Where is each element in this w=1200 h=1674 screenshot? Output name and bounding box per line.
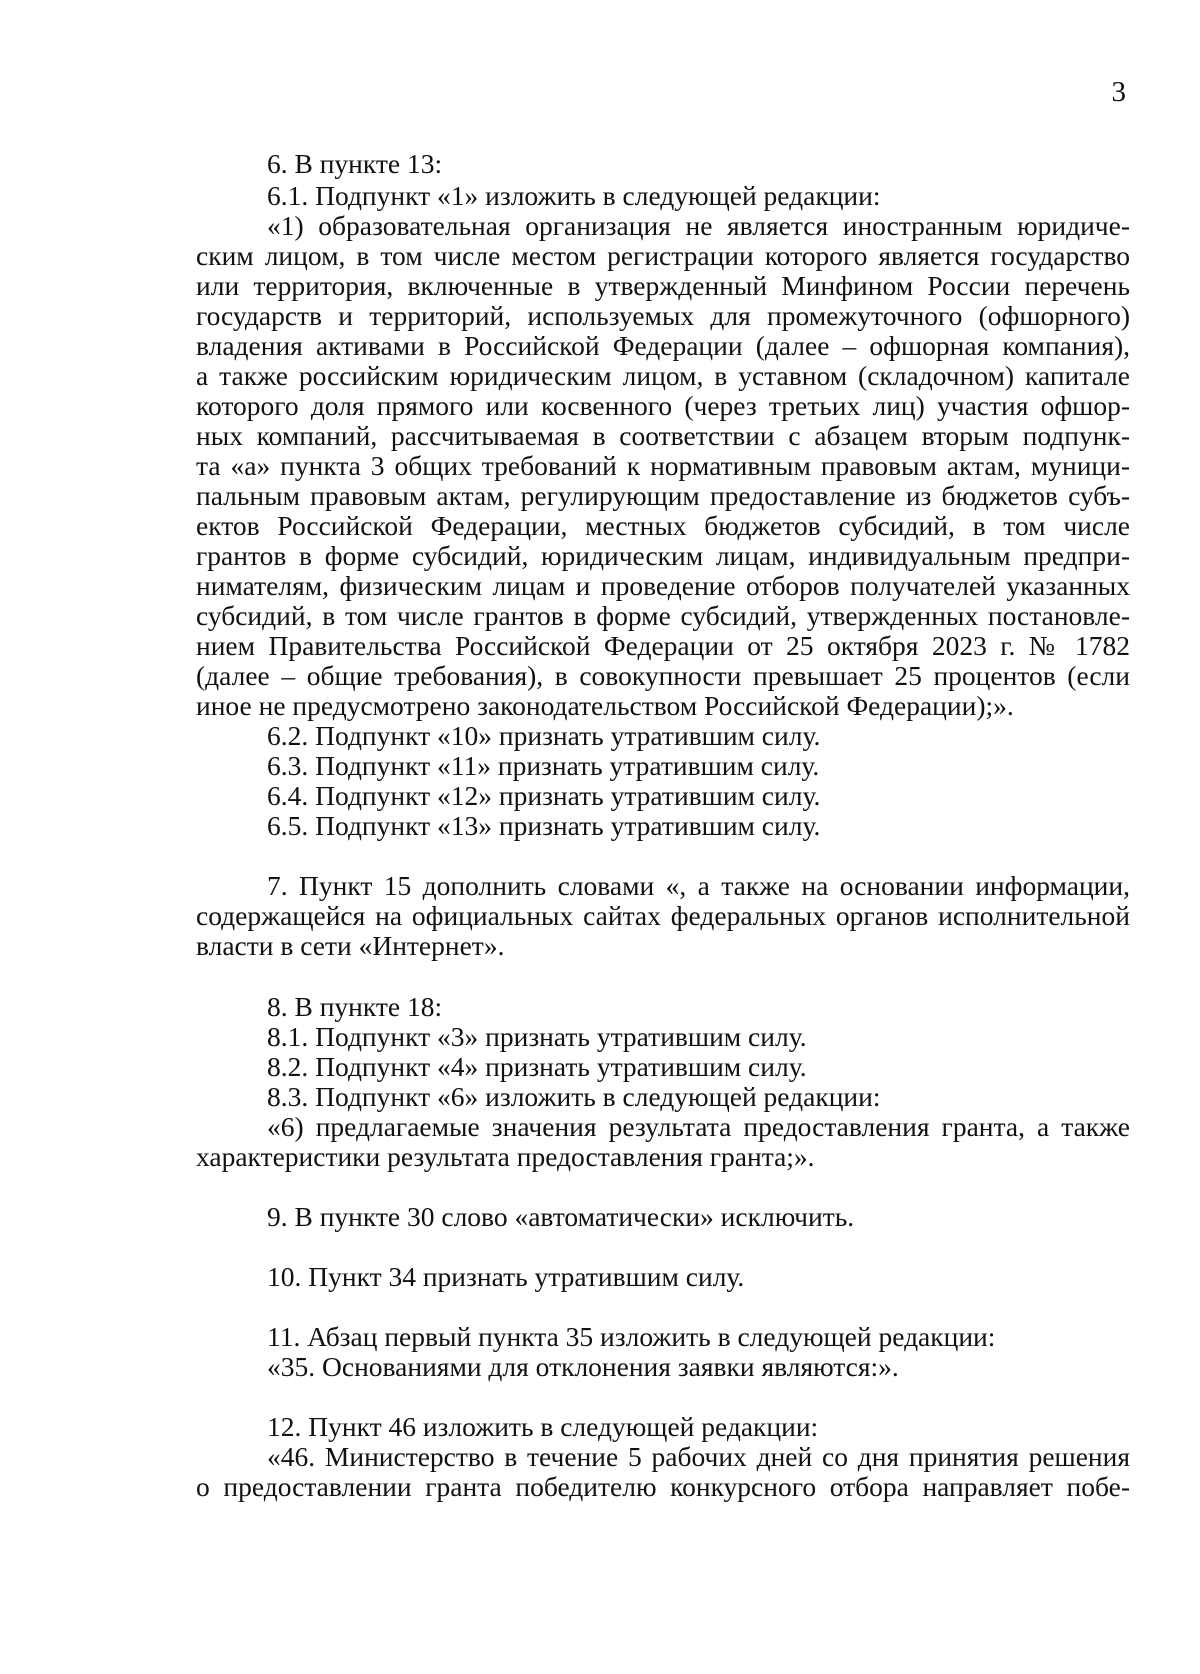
text-line: та «а» пункта 3 общих требований к нормативным правовым актам, муници- (196, 450, 1130, 481)
text-line: государств и территорий, используемых для промежуточного (офшорного) (196, 300, 1130, 331)
text-line: 8.2. Подпункт «4» признать утратившим силу. (267, 1051, 807, 1082)
text-line: 7. Пункт 15 дополнить словами «, а также на основании информации, (267, 870, 1130, 901)
text-line: «46. Министерство в течение 5 рабочих дней со дня принятия решения (267, 1441, 1130, 1472)
text-line: субсидий, в том числе грантов в форме субсидий, утвержденных постановле- (196, 600, 1130, 631)
text-line: 12. Пункт 46 изложить в следующей редакции: (267, 1411, 819, 1442)
text-line: 6.3. Подпункт «11» признать утратившим силу. (267, 750, 820, 781)
text-line: 8.3. Подпункт «6» изложить в следующей редакции: (267, 1081, 881, 1112)
text-line: «1) образовательная организация не является иностранным юридиче- (267, 210, 1130, 241)
text-line: 8. В пункте 18: (267, 991, 443, 1022)
text-line: ектов Российской Федерации, местных бюджетов субсидий, в том числе (196, 510, 1130, 541)
page-number: 3 (1111, 76, 1126, 108)
text-line: 6.2. Подпункт «10» признать утратившим силу. (267, 720, 821, 751)
text-line: или территория, включенные в утвержденный Минфином России перечень (196, 270, 1130, 301)
text-line: 6. В пункте 13: (267, 148, 443, 179)
text-line: 6.5. Подпункт «13» признать утратившим силу. (267, 810, 821, 841)
text-line: «35. Основаниями для отклонения заявки являются:». (267, 1351, 899, 1382)
text-line: нимателям, физическим лицам и проведение отборов получателей указанных (196, 570, 1130, 601)
text-line: ским лицом, в том числе местом регистрации которого является государство (196, 240, 1130, 271)
text-line: 6.4. Подпункт «12» признать утратившим силу. (267, 780, 821, 811)
text-line: 6.1. Подпункт «1» изложить в следующей редакции: (267, 180, 881, 211)
text-line: содержащейся на официальных сайтах федеральных органов исполнительной (196, 900, 1130, 931)
text-line: нием Правительства Российской Федерации от 25 октября 2023 г. № 1782 (196, 630, 1130, 661)
text-line: грантов в форме субсидий, юридическим лицам, индивидуальным предпри- (196, 540, 1130, 571)
text-line: пальным правовым актам, регулирующим предоставление из бюджетов субъ- (196, 480, 1130, 511)
text-line: характеристики результата предоставления гранта;». (196, 1141, 815, 1172)
text-line: которого доля прямого или косвенного (через третьих лиц) участия офшор- (196, 390, 1130, 421)
text-line: «6) предлагаемые значения результата предоставления гранта, а также (267, 1111, 1130, 1142)
text-line: ных компаний, рассчитываемая в соответствии с абзацем вторым подпунк- (196, 420, 1130, 451)
text-line: 10. Пункт 34 признать утратившим силу. (267, 1261, 745, 1292)
text-line: 11. Абзац первый пункта 35 изложить в следующей редакции: (267, 1321, 996, 1352)
text-line: о предоставлении гранта победителю конкурсного отбора направляет побе- (196, 1471, 1130, 1502)
text-line: 9. В пункте 30 слово «автоматически» исключить. (267, 1201, 855, 1232)
text-line: (далее – общие требования), в совокупности превышает 25 процентов (если (196, 660, 1130, 691)
text-line: а также российским юридическим лицом, в уставном (складочном) капитале (196, 360, 1130, 391)
text-line: владения активами в Российской Федерации (далее – офшорная компания), (196, 330, 1130, 361)
text-line: иное не предусмотрено законодательством Российской Федерации);». (196, 690, 1014, 721)
text-line: власти в сети «Интернет». (196, 930, 505, 961)
text-line: 8.1. Подпункт «3» признать утратившим силу. (267, 1021, 807, 1052)
